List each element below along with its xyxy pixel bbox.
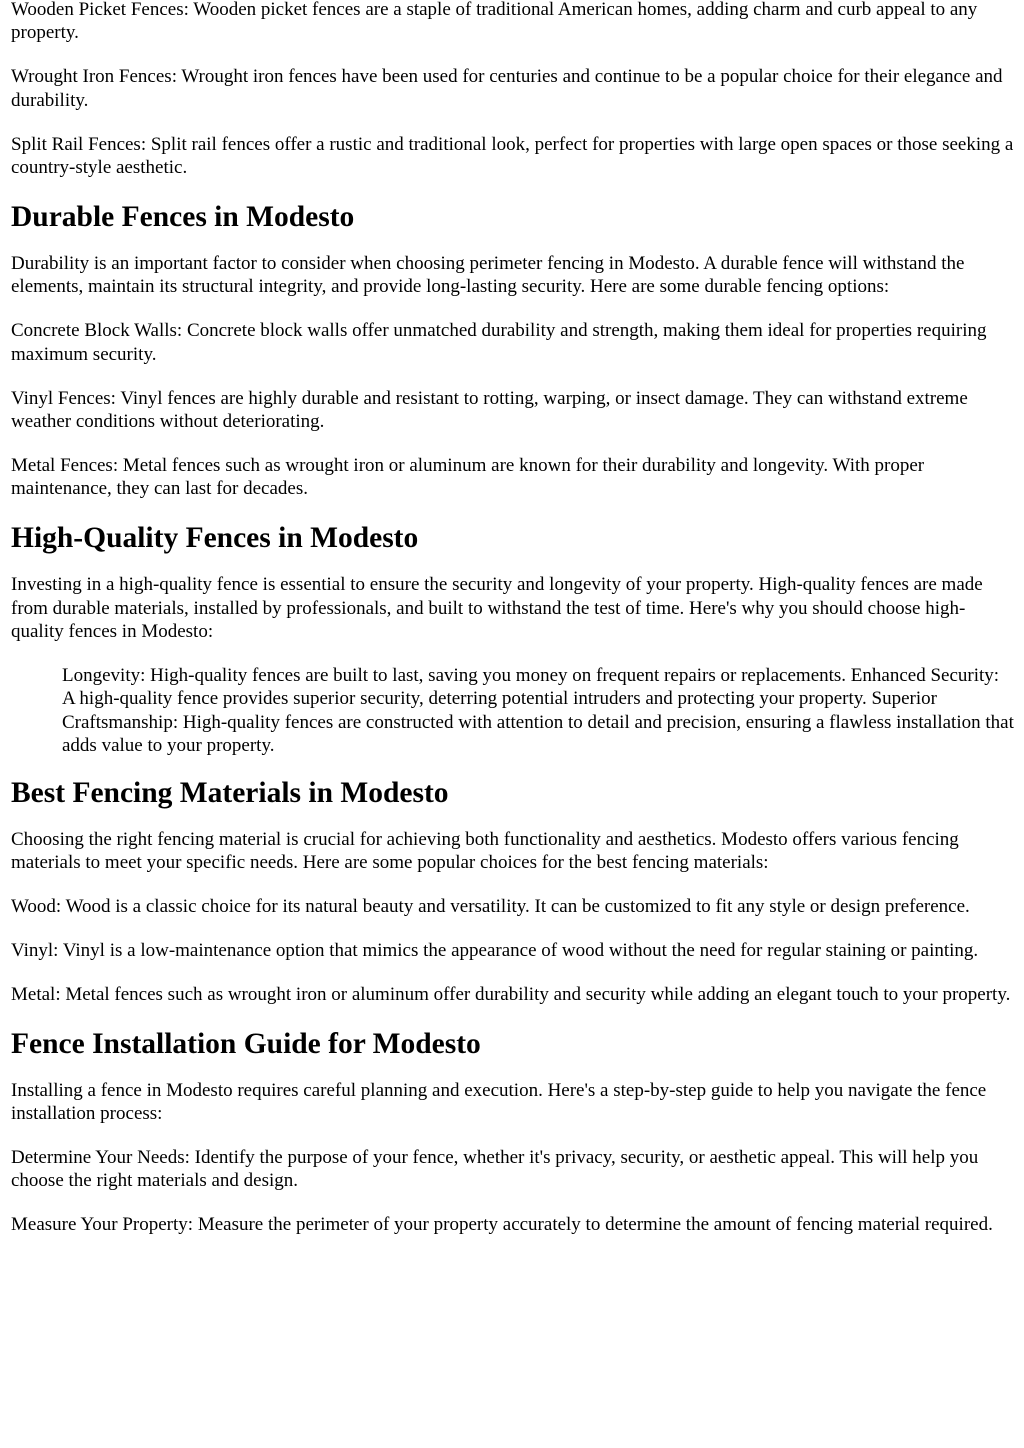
paragraph-wooden-picket: Wooden Picket Fences: Wooden picket fences are a staple of traditional American homes, adding charm and curb appeal to any property. [11, 0, 978, 44]
paragraph-metal: Metal: Metal fences such as wrought iron or aluminum offer durability and security while adding an elegant touch to your property. [11, 983, 1011, 1005]
blockquote-text: Longevity: High-quality fences are built to last, saving you money on frequent repairs or replacements. Enhanced Security: A high-quality fence provides superior security, deterring potential intruders and protecting your property. Superior Craftsmanship: High-quality fences are constructed with attention to detail and precision, ensuring a flawless installation that adds value to your property. [62, 664, 1014, 757]
paragraph-high-quality-intro: Investing in a high-quality fence is essential to ensure the security and longevity of your property. High-quality fences are made from durable materials, installed by professionals, and built to withstand the test of time. Here's why you should choose high-quality fences in Modesto: [11, 574, 983, 642]
paragraph-vinyl-fences: Vinyl Fences: Vinyl fences are highly durable and resistant to rotting, warping, or insect damage. They can withstand extreme weather conditions without deteriorating. [11, 387, 968, 432]
paragraph-materials-intro: Choosing the right fencing material is crucial for achieving both functionality and aesthetics. Modesto offers various fencing materials to meet your specific needs. Here are some popular choices for the best fencing materials: [11, 828, 959, 873]
paragraph-wood: Wood: Wood is a classic choice for its natural beauty and versatility. It can be customized to fit any style or design preference. [11, 895, 970, 917]
paragraph-installation-intro: Installing a fence in Modesto requires careful planning and execution. Here's a step-by-step guide to help you navigate the fence installation process: [11, 1079, 987, 1124]
paragraph-durability-intro: Durability is an important factor to consider when choosing perimeter fencing in Modesto. A durable fence will withstand the elements, maintain its structural integrity, and provide long-lasting security. Here are some durable fencing options: [11, 252, 965, 298]
paragraph-split-rail: Split Rail Fences: Split rail fences offer a rustic and traditional look, perfect for properties with large open spaces or those seeking a country-style aesthetic. [11, 133, 1014, 179]
paragraph-concrete-block: Concrete Block Walls: Concrete block walls offer unmatched durability and strength, making them ideal for properties requiring maximum security. [11, 320, 987, 365]
paragraph-metal-fences: Metal Fences: Metal fences such as wrought iron or aluminum are known for their durability and longevity. With proper maintenance, they can last for decades. [11, 454, 925, 500]
heading-high-quality-fences: High-Quality Fences in Modesto [11, 522, 419, 555]
paragraph-wrought-iron: Wrought Iron Fences: Wrought iron fences have been used for centuries and continue to be a popular choice for their elegance and durability. [11, 66, 1003, 111]
high-quality-blockquote [62, 664, 1014, 758]
paragraph-measure-property: Measure Your Property: Measure the perimeter of your property accurately to determine the amount of fencing material required. [11, 1214, 993, 1236]
paragraph-vinyl: Vinyl: Vinyl is a low-maintenance option that mimics the appearance of wood without the need for regular staining or painting. [11, 939, 979, 961]
heading-best-materials: Best Fencing Materials in Modesto [11, 776, 449, 809]
paragraph-determine-needs: Determine Your Needs: Identify the purpose of your fence, whether it's privacy, security, or aesthetic appeal. This will help you choose the right materials and design. [11, 1146, 979, 1192]
heading-installation-guide: Fence Installation Guide for Modesto [11, 1027, 481, 1060]
heading-durable-fences: Durable Fences in Modesto [11, 200, 355, 233]
